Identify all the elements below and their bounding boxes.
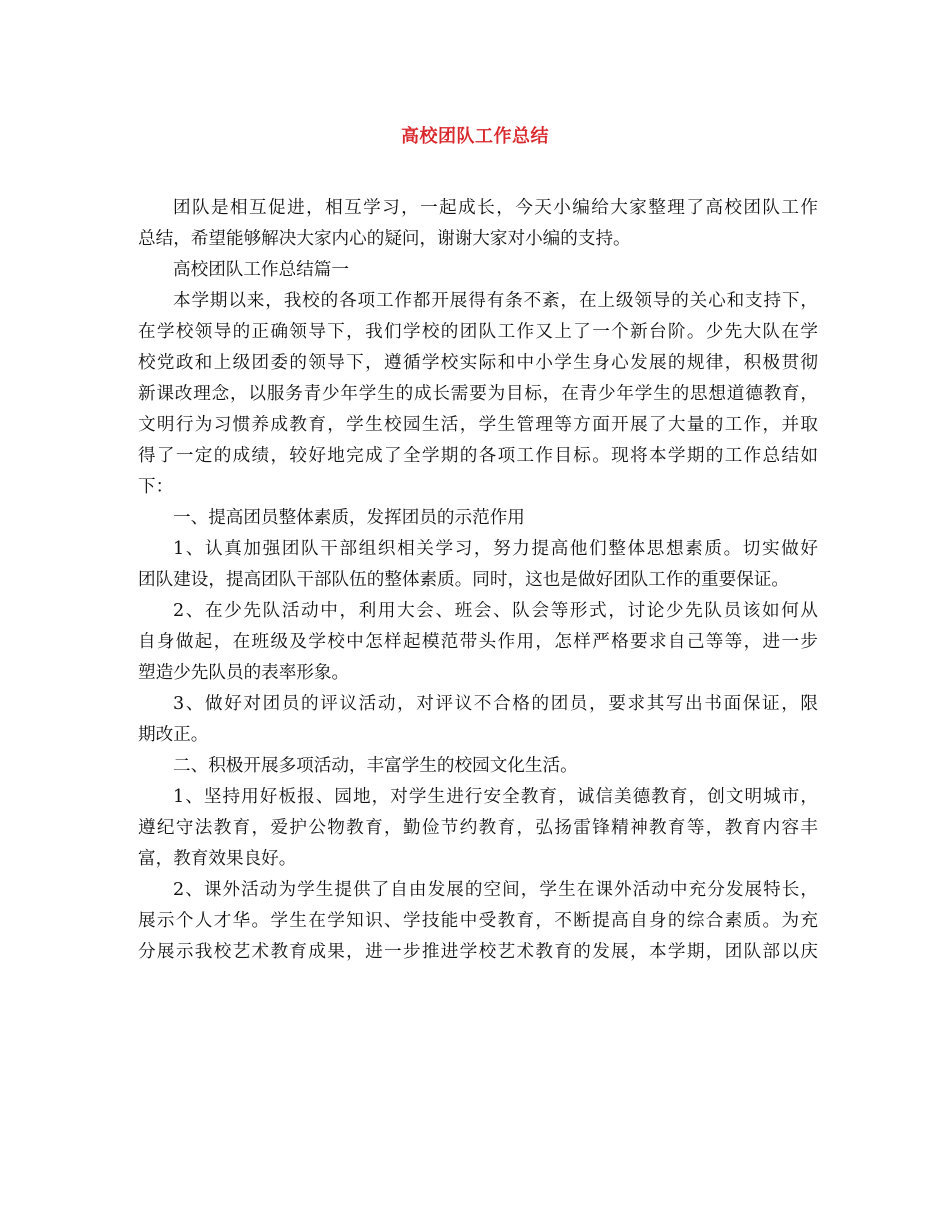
text-line: 1、坚持用好板报、园地，对学生进行安全教育，诚信美德教育，创文明城市， [173,787,818,807]
section-heading: 二、积极开展多项活动，丰富学生的校园文化生活。 [173,756,578,776]
text-line: 团队建设，提高团队干部队伍的整体素质。同时，这也是做好团队工作的重要保证。 [138,570,789,590]
text-line: 期改正。 [138,725,209,745]
text-line: 下： [138,477,174,497]
section-heading: 高校团队工作总结篇一 [173,260,349,280]
paragraph-part-one-item-2 [138,596,818,689]
text-line: 总结，希望能够解决大家内心的疑问，谢谢大家对小编的支持。 [138,229,631,249]
document-body [138,193,818,968]
paragraph-part-two-item-1 [138,782,818,875]
paragraph-part-two-heading [138,751,818,782]
text-line: 展示个人才华。学生在学知识、学技能中受教育，不断提高自身的综合素质。为充 [138,911,818,931]
text-line: 本学期以来，我校的各项工作都开展得有条不紊，在上级领导的关心和支持下， [173,291,818,311]
text-line: 1、认真加强团队干部组织相关学习，努力提高他们整体思想素质。切实做好 [173,539,818,559]
paragraph-intro [138,193,818,255]
paragraph-overview [138,286,818,503]
text-line: 2、在少先队活动中，利用大会、班会、队会等形式，讨论少先队员该如何从 [173,601,818,621]
text-line: 校党政和上级团委的领导下，遵循学校实际和中小学生身心发展的规律，积极贯彻 [138,353,818,373]
paragraph-part-one-item-3 [138,689,818,751]
paragraph-section-title [138,255,818,286]
text-line: 在学校领导的正确领导下，我们学校的团队工作又上了一个新台阶。少先大队在学 [138,322,818,342]
text-line: 遵纪守法教育，爱护公物教育，勤俭节约教育，弘扬雷锋精神教育等，教育内容丰 [138,818,818,838]
paragraph-part-two-item-2 [138,875,818,968]
text-line: 团队是相互促进，相互学习，一起成长，今天小编给大家整理了高校团队工作 [173,198,818,218]
paragraph-part-one-item-1 [138,534,818,596]
text-line: 塑造少先队员的表率形象。 [138,663,350,683]
text-line: 得了一定的成绩，较好地完成了全学期的各项工作目标。现将本学期的工作总结如 [138,446,818,466]
document-title: 高校团队工作总结 [401,126,549,147]
text-line: 分展示我校艺术教育成果，进一步推进学校艺术教育的发展，本学期，团队部以庆 [138,942,818,962]
text-line: 富，教育效果良好。 [138,849,297,869]
paragraph-part-one-heading [138,503,818,534]
text-line: 自身做起，在班级及学校中怎样起模范带头作用，怎样严格要求自己等等，进一步 [138,632,818,652]
text-line: 新课改理念，以服务青少年学生的成长需要为目标，在青少年学生的思想道德教育， [138,384,818,404]
text-line: 文明行为习惯养成教育，学生校园生活，学生管理等方面开展了大量的工作，并取 [138,415,818,435]
text-line: 2、课外活动为学生提供了自由发展的空间，学生在课外活动中充分发展特长， [173,880,818,900]
section-heading: 一、提高团员整体素质，发挥团员的示范作用 [173,508,525,528]
text-line: 3、做好对团员的评议活动，对评议不合格的团员，要求其写出书面保证，限 [173,694,818,714]
